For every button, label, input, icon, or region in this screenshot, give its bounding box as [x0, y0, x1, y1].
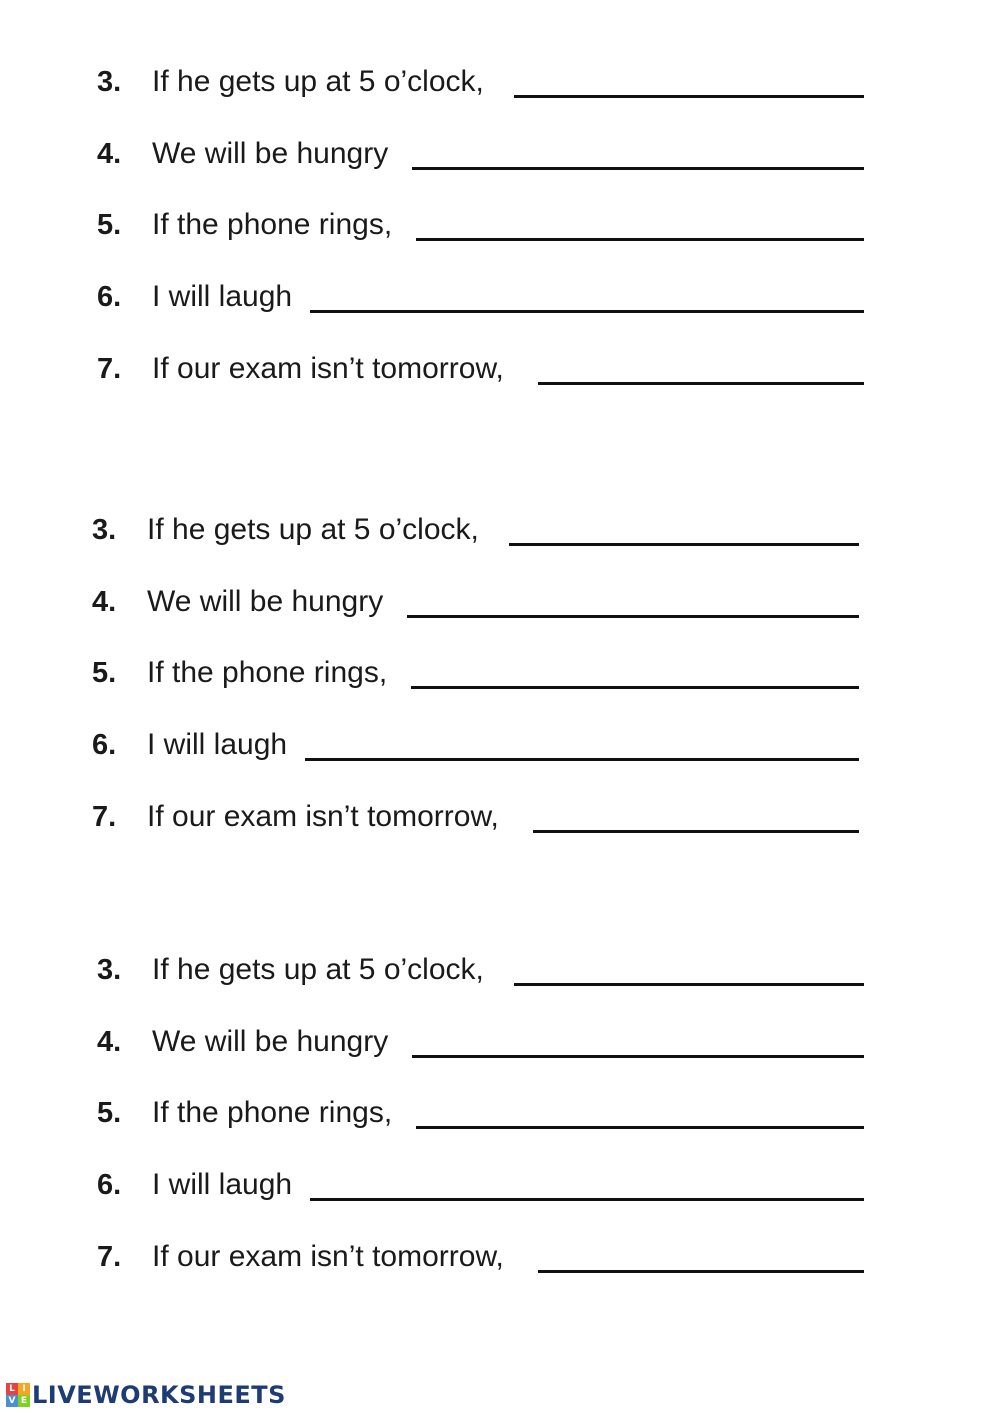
question-row	[0, 277, 1000, 327]
question-number: 5.	[92, 657, 117, 689]
answer-blank[interactable]	[412, 167, 864, 170]
question-number: 7.	[92, 801, 117, 833]
answer-blank[interactable]	[533, 830, 859, 833]
question-text: If he gets up at 5 o’clock,	[152, 65, 484, 98]
answer-blank[interactable]	[538, 1270, 864, 1273]
logo-mark-letter: E	[18, 1395, 30, 1407]
question-text: If the phone rings,	[147, 656, 388, 689]
question-text: We will be hungry	[147, 585, 384, 618]
question-row	[0, 205, 1000, 255]
question-number: 3.	[92, 514, 117, 546]
answer-blank[interactable]	[411, 686, 859, 689]
answer-blank[interactable]	[305, 758, 859, 761]
answer-blank[interactable]	[310, 310, 864, 313]
question-number: 5.	[97, 1097, 122, 1129]
question-number: 7.	[97, 1241, 122, 1273]
question-text: I will laugh	[152, 1168, 293, 1201]
answer-blank[interactable]	[407, 615, 859, 618]
liveworksheets-logo	[6, 1381, 286, 1409]
question-text: If our exam isn’t tomorrow,	[152, 352, 504, 385]
question-row	[0, 134, 1000, 184]
question-row	[0, 1165, 1000, 1215]
question-text: We will be hungry	[152, 137, 389, 170]
question-row	[0, 950, 1000, 1000]
answer-blank[interactable]	[514, 983, 864, 986]
question-text: If he gets up at 5 o’clock,	[147, 513, 479, 546]
answer-blank[interactable]	[412, 1055, 864, 1058]
question-text: If the phone rings,	[152, 208, 393, 241]
question-row	[0, 582, 1000, 632]
question-row	[0, 1237, 1000, 1287]
logo-text: LIVEWORKSHEETS	[32, 1381, 286, 1409]
question-number: 6.	[97, 1169, 122, 1201]
question-number: 3.	[97, 66, 122, 98]
question-text: I will laugh	[147, 728, 288, 761]
question-row	[0, 653, 1000, 703]
answer-blank[interactable]	[538, 382, 864, 385]
answer-blank[interactable]	[310, 1198, 864, 1201]
question-text: If he gets up at 5 o’clock,	[152, 953, 484, 986]
question-text: I will laugh	[152, 280, 293, 313]
question-number: 6.	[92, 729, 117, 761]
question-number: 6.	[97, 281, 122, 313]
logo-mark-icon	[6, 1383, 30, 1407]
answer-blank[interactable]	[509, 543, 859, 546]
question-text: If our exam isn’t tomorrow,	[147, 800, 499, 833]
question-row	[0, 797, 1000, 847]
answer-blank[interactable]	[416, 238, 864, 241]
question-text: If the phone rings,	[152, 1096, 393, 1129]
question-text: If our exam isn’t tomorrow,	[152, 1240, 504, 1273]
question-row	[0, 1022, 1000, 1072]
logo-mark-letter: V	[6, 1395, 18, 1407]
question-number: 4.	[97, 1026, 122, 1058]
question-row	[0, 349, 1000, 399]
question-row	[0, 725, 1000, 775]
question-number: 3.	[97, 954, 122, 986]
logo-mark-letter: I	[18, 1383, 30, 1395]
question-row	[0, 1093, 1000, 1143]
question-number: 5.	[97, 209, 122, 241]
question-number: 4.	[92, 586, 117, 618]
question-row	[0, 62, 1000, 112]
question-number: 4.	[97, 138, 122, 170]
answer-blank[interactable]	[514, 95, 864, 98]
question-text: We will be hungry	[152, 1025, 389, 1058]
logo-mark-letter: L	[6, 1383, 18, 1395]
answer-blank[interactable]	[416, 1126, 864, 1129]
question-number: 7.	[97, 353, 122, 385]
question-row	[0, 510, 1000, 560]
